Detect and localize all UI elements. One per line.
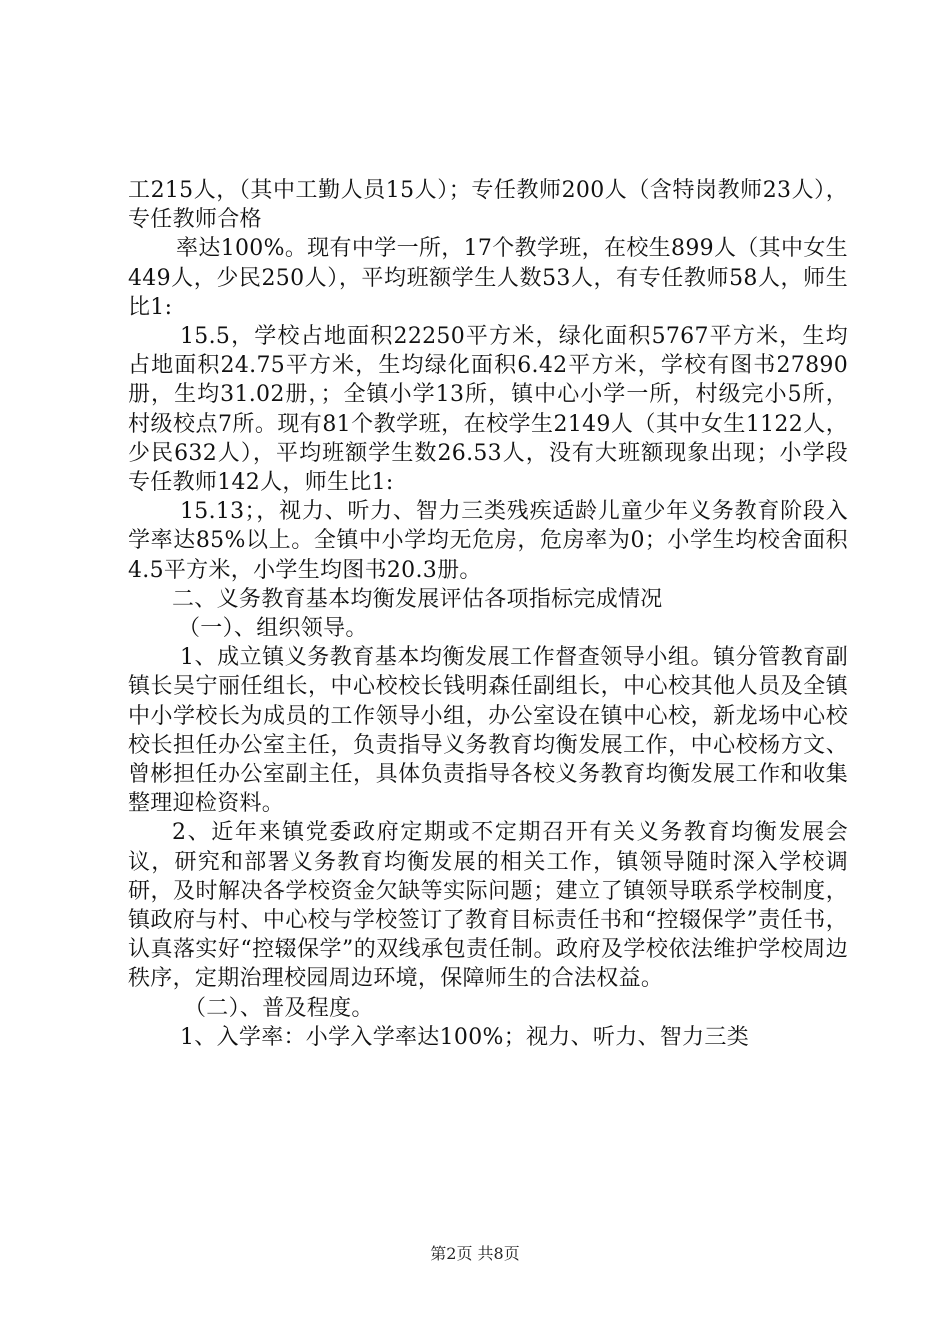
paragraph: 率达100%。现有中学一所，17个教学班，在校生899人（其中女生449人，少民250人），平均班额学生人数53人，有专任教师58人，师生比1: — [128, 236, 848, 320]
section-heading: 二、义务教育基本均衡发展评估各项指标完成情况 — [172, 586, 663, 612]
paragraph: 工215人，（其中工勤人员15人）；专任教师200人（含特岗教师23人），专任教师合格 — [128, 178, 848, 233]
paragraph: 2、近年来镇党委政府定期或不定期召开有关义务教育均衡发展会议，研究和部署义务教育均衡发展的相关工作，镇领导随时深入学校调研，及时解决各学校资金欠缺等实际问题；建立了镇领导联系学校制度，镇政府与村、中心校与学校签订了教育目标责任书和“控辍保学”责任书，认真落实好“控辍保学”的双线承包责任制。政府及学校依法维护学校周边秩序，定期治理校园周边环境，保障师生的合法权益。 — [128, 820, 848, 992]
paragraph: 1、入学率：小学入学率达100%；视力、听力、智力三类 — [180, 1024, 749, 1050]
page-number-footer: 第2页 共8页 — [430, 1244, 520, 1263]
subsection-heading: （一）、组织领导。 — [178, 616, 368, 642]
paragraph: 1、成立镇义务教育基本均衡发展工作督查领导小组。镇分管教育副镇长吴宁丽任组长，中心校校长钱明森任副组长，中心校其他人员及全镇中小学校长为成员的工作领导小组，办公室设在镇中心校，新龙场中心校校长担任办公室主任，负责指导义务教育均衡发展工作，中心校杨方文、曾彬担任办公室副主任，具体负责指导各校义务教育均衡发展工作和收集整理迎检资料。 — [128, 645, 848, 817]
paragraph: 15.13；，视力、听力、智力三类残疾适龄儿童少年义务教育阶段入学率达85%以上。全镇中小学均无危房，危房率为0；小学生均校舍面积4.5平方米，小学生均图书20.3册。 — [128, 499, 848, 583]
document-body — [128, 176, 848, 1052]
subsection-heading: （二）、普及程度。 — [184, 995, 374, 1021]
paragraph: 15.5，学校占地面积22250平方米，绿化面积5767平方米，生均占地面积24.75平方米，生均绿化面积6.42平方米，学校有图书27890册，生均31.02册，；全镇小学13所，镇中心小学一所，村级完小5所，村级校点7所。现有81个教学班，在校学生2149人（其中女生1122人，少民632人），平均班额学生数26.53人，没有大班额现象出现；小学段专任教师142人，师生比1: — [128, 324, 848, 496]
